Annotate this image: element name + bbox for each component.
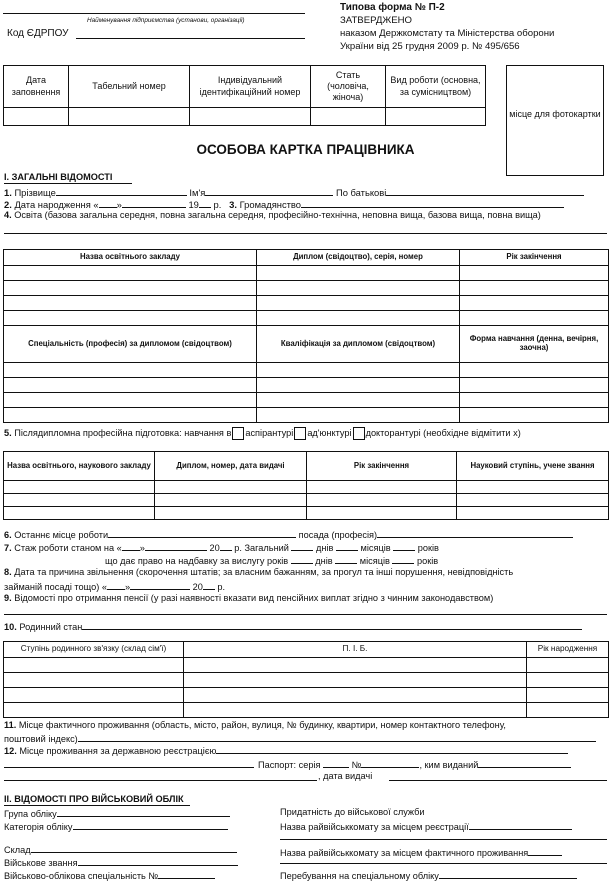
postgrad-checkbox[interactable] <box>232 427 244 440</box>
field-8: 8. Дата та причина звільнення (скорочення штатів; за власним бажанням, за прогул та інші порушення, невідповідність <box>4 567 514 577</box>
organization-caption: Найменування підприємства (установи, організації) <box>87 17 245 24</box>
personnel-number-header: Табельний номер <box>69 66 190 108</box>
table-cell[interactable] <box>4 507 155 520</box>
military-category-input[interactable] <box>73 820 228 830</box>
field-2-3: 2. Дата народження « » 19 р. 3. Громадянство <box>4 198 564 211</box>
special-registration: Перебування на спеціальному обліку <box>280 869 577 883</box>
education-table <box>3 249 609 423</box>
passport-row: Паспорт: серія № , ким виданий <box>258 758 571 772</box>
date-filled-header: Дата заповнення <box>4 66 69 108</box>
patronymic-input[interactable] <box>386 186 584 196</box>
tax-id-header: Індивідуальний ідентифікаційний номер <box>190 66 311 108</box>
passport-issuer-line-2[interactable] <box>4 780 317 781</box>
table-cell[interactable] <box>4 408 257 423</box>
table-cell[interactable] <box>460 408 609 423</box>
field-7: 7. Стаж роботи станом на « » 20 р. Загальний днів місяців років <box>4 543 439 553</box>
postgrad-table <box>3 451 609 520</box>
tax-id-cell[interactable] <box>190 108 311 126</box>
table-cell[interactable] <box>4 481 155 494</box>
table-cell[interactable] <box>257 296 460 311</box>
passport-series-input[interactable] <box>323 758 349 768</box>
dismissal-day-input[interactable] <box>107 580 125 590</box>
table-cell[interactable] <box>4 688 184 703</box>
bonus-months-input[interactable] <box>335 554 357 564</box>
dismissal-month-input[interactable] <box>130 580 190 590</box>
top-info-table <box>3 65 486 126</box>
table-cell[interactable] <box>4 673 184 688</box>
exp-month-input[interactable] <box>145 541 207 551</box>
organization-name-line[interactable] <box>3 13 305 14</box>
military-rank: Військове звання <box>4 856 238 870</box>
table-cell[interactable] <box>257 311 460 326</box>
field-5: 5. Післядипломна професійна підготовка: навчання в аспірантурі ад'юнктурі докторантурі (необхідне відмітити х) <box>4 427 521 440</box>
field-1: 1. Прізвище Ім'я По батькові <box>4 186 584 199</box>
table-cell[interactable] <box>155 494 307 507</box>
table-cell[interactable] <box>457 507 609 520</box>
approved-by: наказом Держкомстату та Міністерства оборони <box>340 28 555 39</box>
approved-date: України від 25 грудня 2009 р. № 495/656 <box>340 41 520 52</box>
field-4: 4. Освіта (базова загальна середня, повна загальна середня, професійно-технічна, неповна вища, базова вища, повна вища) <box>4 210 541 220</box>
field-12: 12. Місце проживання за державною реєстрацією <box>4 744 568 758</box>
table-cell[interactable] <box>155 481 307 494</box>
table-cell[interactable] <box>4 281 257 296</box>
table-cell[interactable] <box>184 658 527 673</box>
work-type-header: Вид роботи (основна, за сумісництвом) <box>386 66 486 108</box>
citizenship-input[interactable] <box>301 198 564 208</box>
total-days-input[interactable] <box>291 541 313 551</box>
family-relation-header: Ступінь родинного зв'язку (склад сім'ї) <box>4 642 184 658</box>
table-cell[interactable] <box>257 378 460 393</box>
bonus-years-input[interactable] <box>392 554 414 564</box>
table-cell[interactable] <box>257 393 460 408</box>
actual-address-input[interactable] <box>78 732 596 742</box>
form-title: Типова форма № П-2 <box>340 2 445 13</box>
total-months-input[interactable] <box>336 541 358 551</box>
field-9: 9. Відомості про отримання пенсії (у разі наявності вказати вид пенсійних виплат згідно з чинним законодавством) <box>4 593 494 603</box>
exp-day-input[interactable] <box>122 541 140 551</box>
birth-year-input[interactable] <box>199 198 211 208</box>
table-cell[interactable] <box>307 481 457 494</box>
field-11-cont: поштовий індекс) <box>4 732 596 746</box>
last-job-input[interactable] <box>108 528 296 538</box>
military-group: Група обліку <box>4 807 230 821</box>
table-cell[interactable] <box>460 266 609 281</box>
section-general-title: І. ЗАГАЛЬНІ ВІДОМОСТІ <box>4 172 113 182</box>
commissariat-registration-input[interactable] <box>469 820 572 830</box>
table-cell[interactable] <box>4 266 257 281</box>
table-cell[interactable] <box>4 311 257 326</box>
issue-date-row: , дата видачі <box>318 771 373 781</box>
commissariat-registration: Назва райвійськкомату за місцем реєстрації <box>280 820 572 834</box>
pension-line[interactable] <box>4 614 607 615</box>
work-type-cell[interactable] <box>386 108 486 126</box>
table-cell[interactable] <box>184 703 527 718</box>
military-specialty: Військово-облікова спеціальність № <box>4 869 215 883</box>
issue-date-input[interactable] <box>389 780 607 781</box>
sex-header: Стать (чоловіча, жіноча) <box>311 66 386 108</box>
first-name-input[interactable] <box>205 186 333 196</box>
edu-specialty-header: Спеціальність (професія) за дипломом (свідоцтвом) <box>4 326 257 363</box>
pg-diploma-header: Диплом, номер, дата видачі <box>155 452 307 481</box>
edu-diploma-header: Диплом (свідоцтво), серія, номер <box>257 250 460 266</box>
table-cell[interactable] <box>257 363 460 378</box>
table-cell[interactable] <box>4 363 257 378</box>
table-cell[interactable] <box>155 507 307 520</box>
table-cell[interactable] <box>460 393 609 408</box>
field-7-bonus: що дає право на надбавку за вислугу років днів місяців років <box>105 556 439 566</box>
table-cell[interactable] <box>527 688 609 703</box>
table-cell[interactable] <box>460 363 609 378</box>
family-birth-year-header: Рік народження <box>527 642 609 658</box>
table-cell[interactable] <box>4 296 257 311</box>
last-position-input[interactable] <box>377 528 573 538</box>
section-general-underline <box>4 183 132 184</box>
military-composition-input[interactable] <box>31 843 237 853</box>
edu-institution-header: Назва освітнього закладу <box>4 250 257 266</box>
registered-address-line-2[interactable] <box>4 767 254 768</box>
birth-month-input[interactable] <box>122 198 186 208</box>
passport-number-input[interactable] <box>361 758 419 768</box>
registered-address-input[interactable] <box>216 744 568 754</box>
pg-institution-header: Назва освітнього, наукового закладу <box>4 452 155 481</box>
table-cell[interactable] <box>257 281 460 296</box>
edu-qualification-header: Кваліфікація за дипломом (свідоцтвом) <box>257 326 460 363</box>
commissariat-actual-line-2[interactable] <box>280 863 607 864</box>
birth-day-input[interactable] <box>99 198 117 208</box>
doctoral-checkbox[interactable] <box>353 427 365 440</box>
table-cell[interactable] <box>457 481 609 494</box>
photo-placeholder <box>506 65 604 176</box>
edrpou-label: Код ЄДРПОУ <box>7 28 69 39</box>
edu-year-header: Рік закінчення <box>460 250 609 266</box>
military-category: Категорія обліку <box>4 820 228 834</box>
total-years-input[interactable] <box>393 541 415 551</box>
table-cell[interactable] <box>184 688 527 703</box>
field-10: 10. Родинний стан <box>4 620 582 634</box>
commissariat-actual-input[interactable] <box>528 846 562 856</box>
table-cell[interactable] <box>4 378 257 393</box>
special-registration-input[interactable] <box>439 869 577 879</box>
table-cell[interactable] <box>527 658 609 673</box>
family-table <box>3 641 609 718</box>
field-6: 6. Останнє місце роботи посада (професія) <box>4 528 573 542</box>
table-cell[interactable] <box>257 408 460 423</box>
table-cell[interactable] <box>460 281 609 296</box>
surname-input[interactable] <box>56 186 187 196</box>
commissariat-registration-line-2[interactable] <box>280 839 607 840</box>
pg-degree-header: Науковий ступінь, учене звання <box>457 452 609 481</box>
adjunct-checkbox[interactable] <box>294 427 306 440</box>
exp-year-input[interactable] <box>220 541 232 551</box>
table-cell[interactable] <box>184 673 527 688</box>
table-cell[interactable] <box>4 658 184 673</box>
table-cell[interactable] <box>527 673 609 688</box>
family-name-header: П. І. Б. <box>184 642 527 658</box>
field-11: 11. Місце фактичного проживання (область, місто, район, вулиця, № будинку, квартири, номер контактного телефону, <box>4 720 506 730</box>
table-cell[interactable] <box>4 494 155 507</box>
personnel-number-cell[interactable] <box>69 108 190 126</box>
military-group-input[interactable] <box>57 807 230 817</box>
service-fitness: Придатність до військової служби <box>280 807 425 817</box>
section-military-title: ІІ. ВІДОМОСТІ ПРО ВІЙСЬКОВИЙ ОБЛІК <box>4 794 184 804</box>
bonus-days-input[interactable] <box>291 554 313 564</box>
commissariat-actual: Назва райвійськкомату за місцем фактичного проживання <box>280 846 562 860</box>
table-cell[interactable] <box>4 393 257 408</box>
table-cell[interactable] <box>460 378 609 393</box>
dismissal-year-input[interactable] <box>203 580 215 590</box>
field-8-date: займаній посаді тощо) « » 20 р. <box>4 582 226 592</box>
approved-label: ЗАТВЕРДЖЕНО <box>340 15 413 26</box>
pg-year-header: Рік закінчення <box>307 452 457 481</box>
table-cell[interactable] <box>527 703 609 718</box>
education-line[interactable] <box>4 233 607 234</box>
photo-label: місце для фотокартки <box>509 109 601 119</box>
passport-issuer-input[interactable] <box>478 758 571 768</box>
table-cell[interactable] <box>307 507 457 520</box>
date-filled-cell[interactable] <box>4 108 69 126</box>
table-cell[interactable] <box>4 703 184 718</box>
sex-cell[interactable] <box>311 108 386 126</box>
military-specialty-input[interactable] <box>158 869 215 879</box>
edu-form-header: Форма навчання (денна, вечірня, заочна) <box>460 326 609 363</box>
table-cell[interactable] <box>460 311 609 326</box>
section-military-underline <box>4 805 190 806</box>
military-rank-input[interactable] <box>78 856 238 866</box>
table-cell[interactable] <box>457 494 609 507</box>
table-cell[interactable] <box>257 266 460 281</box>
card-title: ОСОБОВА КАРТКА ПРАЦІВНИКА <box>196 142 415 157</box>
edrpou-input-line[interactable] <box>76 38 305 39</box>
marital-status-input[interactable] <box>82 620 582 630</box>
table-cell[interactable] <box>307 494 457 507</box>
military-composition: Склад <box>4 843 237 857</box>
table-cell[interactable] <box>460 296 609 311</box>
